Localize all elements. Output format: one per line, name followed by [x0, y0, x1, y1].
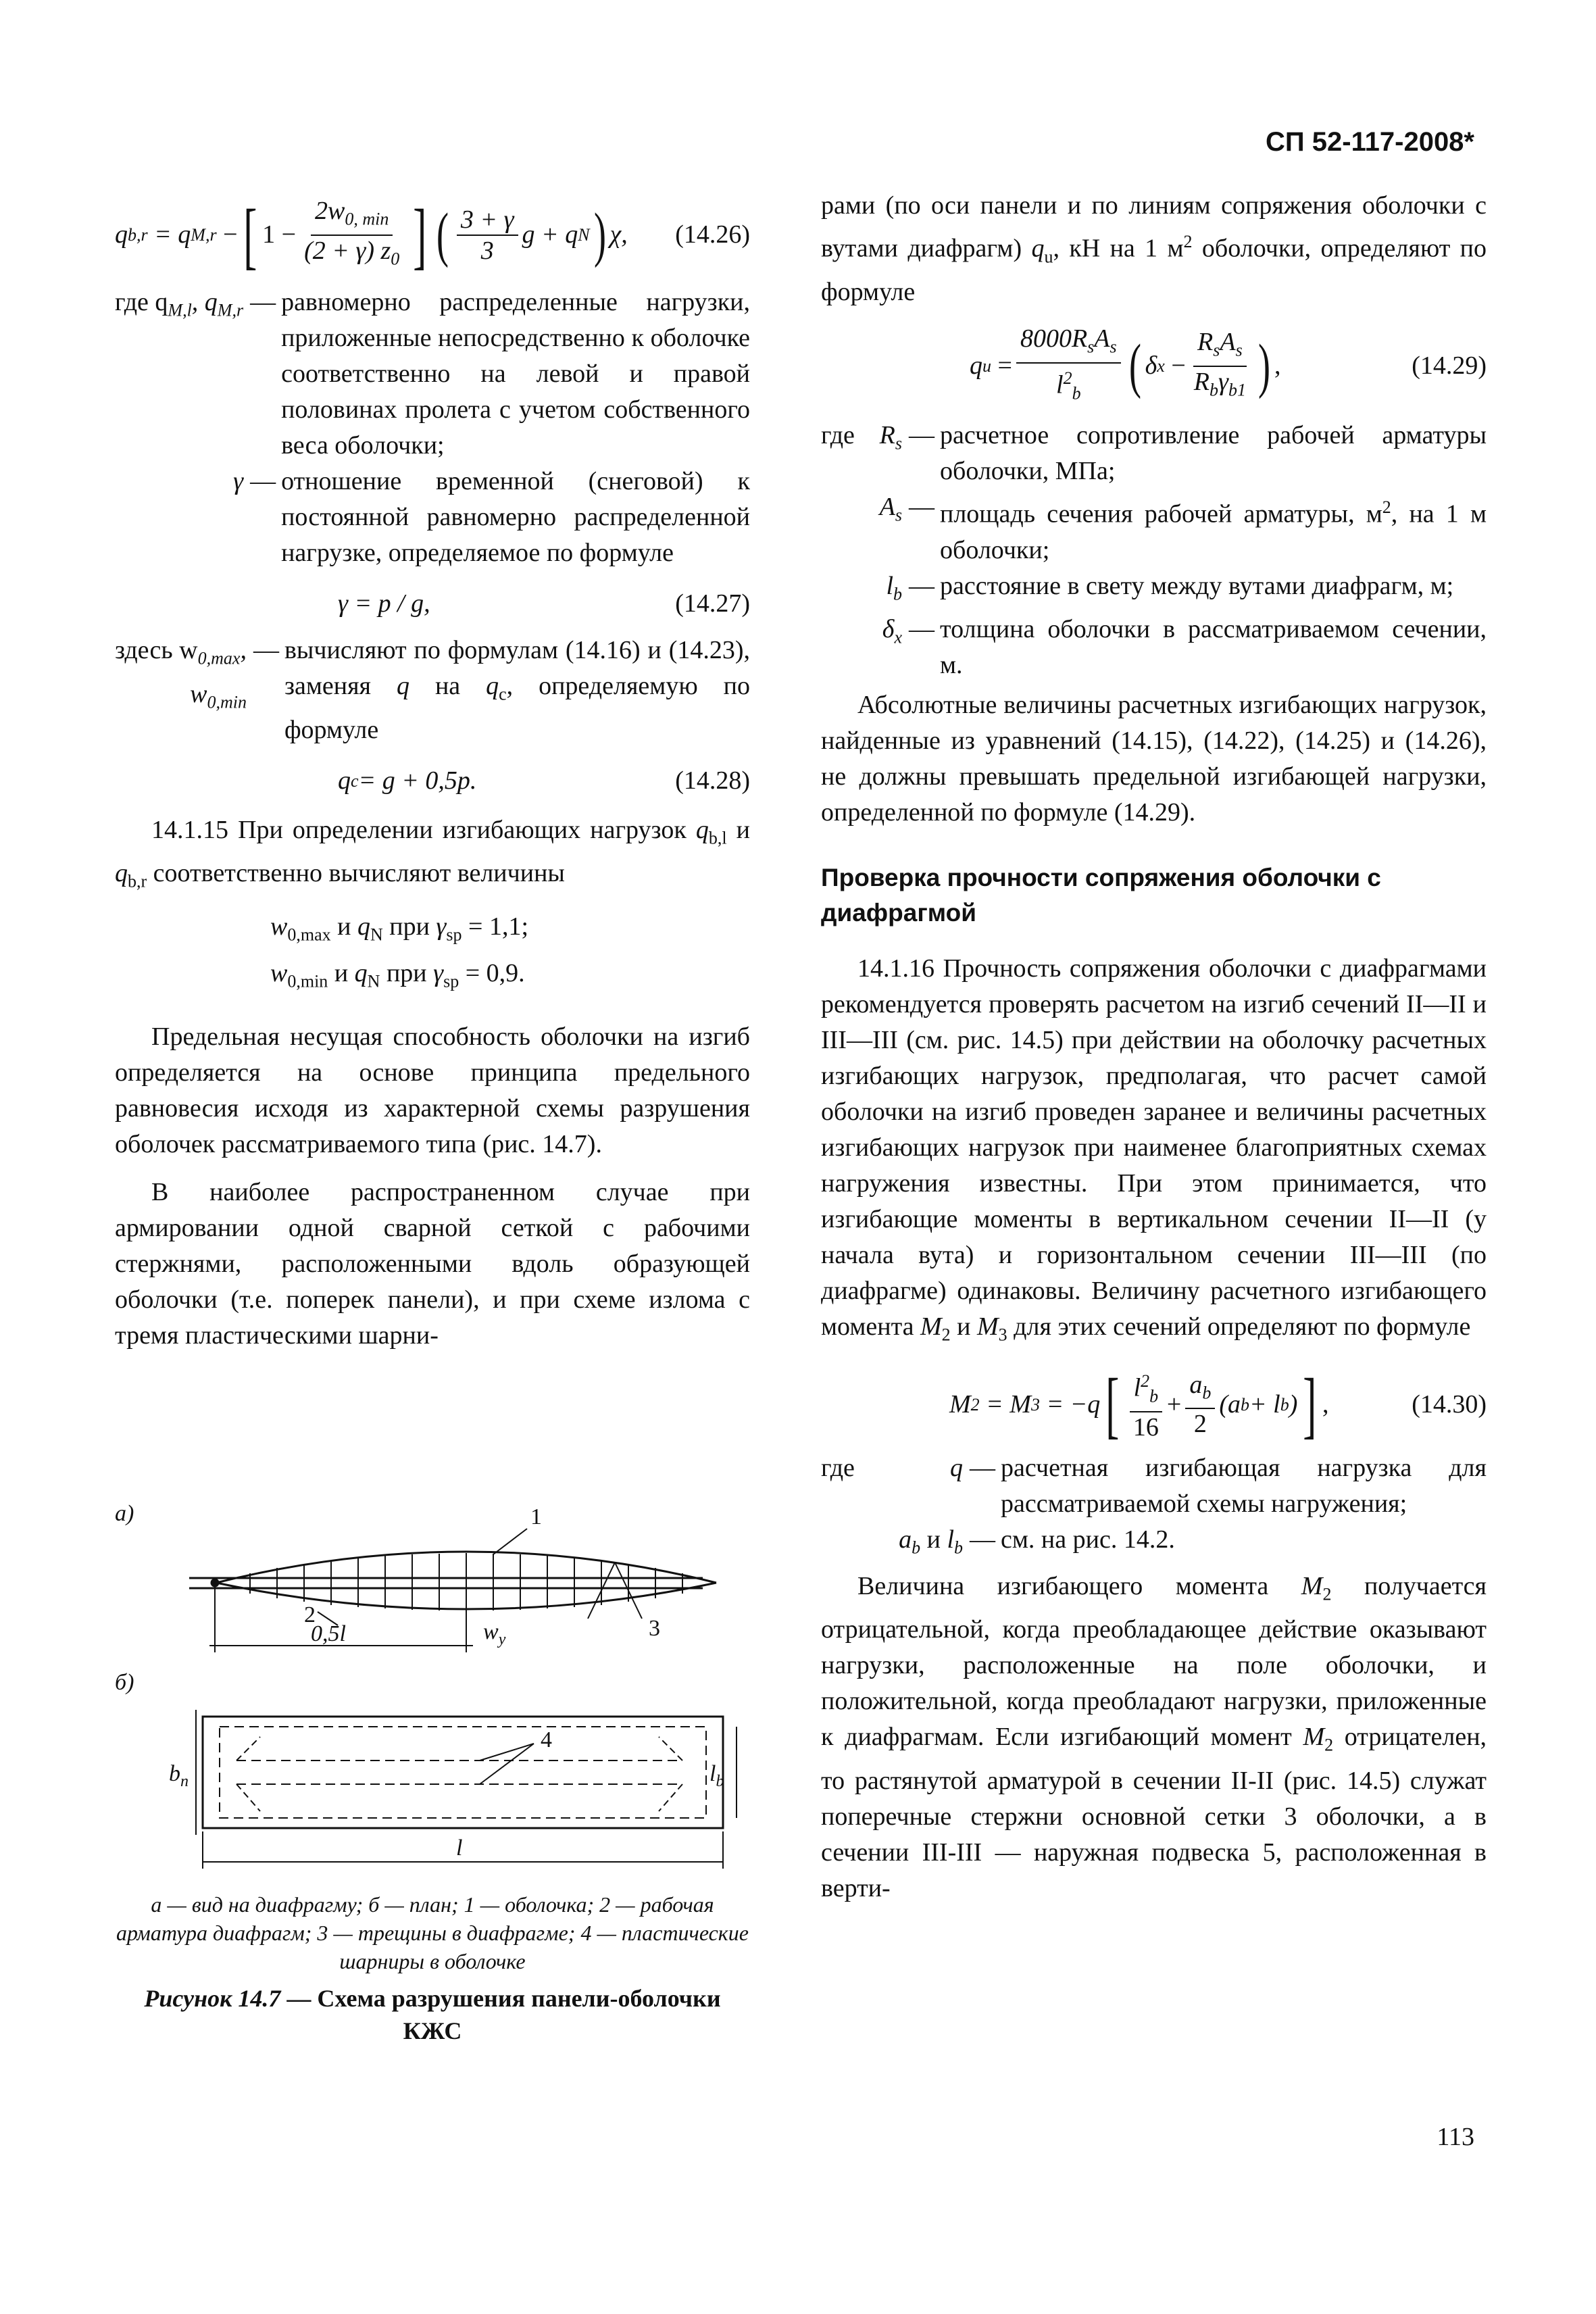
definitions-list-right-2: где q — расчетная изгибающая нагрузка для рассматриваемой схемы нагружения; $a_b$ и $l_b$ — см. на рис. 14.2.: [821, 1454, 1487, 1558]
equation-14-29: q u = $\frac{8000R_sA_s}{l^2_b}$ ( δ x − $\frac{R_sA_s}{R_b\gamma_{b1}}$ ) , (14.29): [970, 324, 1487, 403]
paragraph-continuation: рами (по оси панели и по линиям сопряжения оболочки с вутами диафрагм) $q_u$, кН на 1 $м^2$ оболочки, определяют по формуле: [821, 191, 1487, 307]
fraction-3-gamma: $\frac{3 + \gamma}{3}$: [457, 205, 518, 266]
definition-symbol: здесь $w_{0,max}$, $w_{0,min}$: [115, 636, 247, 712]
leader-4a: [480, 1744, 534, 1761]
panel-plan-inner: [220, 1727, 706, 1818]
figure-title: Рисунок 14.7 — Схема разрушения панели-оболочки КЖС: [144, 1985, 721, 2044]
label-3: 3: [649, 1616, 660, 1641]
section-title: Проверка прочности сопряжения оболочки с диафрагмой: [821, 864, 1381, 927]
leader-1: [493, 1529, 527, 1554]
page-number: 113: [1437, 2123, 1474, 2151]
label-1: 1: [530, 1504, 542, 1529]
paragraph-common-case: В наиболее распространенном случае при армировании одной сварной сеткой с рабочими стержнями, расположенными вдоль образующей оболочки (т.е. поперек панели), и при схеме излома с тремя пластическими шарни-: [115, 1178, 750, 1350]
paragraph-limit: Предельная несущая способность оболочки на изгиб определяется на основе принципа предельного равновесия исходя из характерной схемы разрушения оболочек рассматриваемого типа (рис. 14.7).: [115, 1023, 750, 1159]
dim-wy-label: $w_y$: [483, 1619, 506, 1648]
equation-14-30: M 2 = M 3 = −q [ $\frac{l^2_b}{16}$ + $\frac{a_b}{2}$ (a b + l b ) ] , (14.30): [949, 1363, 1487, 1446]
definition-symbol: γ: [233, 467, 244, 496]
paragraph-14-1-15: 14.1.15 При определении изгибающих нагрузок $q_{b,l}$ и $q_{b,r}$ соответственно вычисляют величины: [115, 815, 751, 891]
equation-number: (14.26): [675, 220, 750, 249]
label-a: а): [115, 1501, 134, 1526]
definitions-list-right: где $R_s$ — расчетное сопротивление рабочей арматуры оболочки, МПа; $A_s$ — площадь сечения рабочей арматуры, $м^2$, на 1 м оболочки; $l_b$ — расстояние в свету между вутами диафрагм, м; $\delta_x$ — толщина оболочки в рассматриваемом сечении, м.: [821, 421, 1487, 680]
definition-text: отношение временной (снеговой) к постоянной равномерно распределенной нагрузке, определяемое по формуле: [281, 467, 750, 568]
figure-caption: а — вид на диафрагму; б — план; 1 — оболочка; 2 — рабочая арматура диафрагм; 3 — трещины в диафрагме; 4 — пластические шарниры в оболочке: [116, 1892, 749, 1973]
document-code: СП 52-117-2008*: [1266, 127, 1474, 157]
dim-bn-label: $b_п$: [169, 1761, 189, 1790]
leader-4b: [480, 1744, 534, 1784]
definition-text: вычисляют по формулам (14.16) и (14.23), заменяя q на $q_c$, определяемую по формуле: [284, 636, 751, 744]
fraction-w0min: $\frac{2w_{0, min}}{(2 + \gamma) z_0}$: [304, 197, 400, 269]
definition-text: равномерно распределенные нагрузки, приложенные непосредственно к оболочке соответственно на левой и правой половинах пролета с учетом собственного веса оболочки;: [281, 288, 750, 460]
condition-1: $w_{0,max}$ и $q_N$ при $\gamma_{sp} = 1,1$;: [270, 912, 529, 945]
dim-lb-label: $l_b$: [709, 1761, 724, 1790]
condition-2: $w_{0,min}$ и $q_N$ при $\gamma_{sp} = 0,9$.: [270, 958, 525, 991]
dim-half-label: 0,5l: [311, 1621, 346, 1646]
left-bracket: [: [243, 193, 257, 276]
panel-plan-outline: [203, 1717, 723, 1828]
paragraph-absolute-values: Абсолютные величины расчетных изгибающих нагрузок, найденные из уравнений (14.15), (14.22), (14.25) и (14.26), не должны превышать предельной изгибающей нагрузки, определенной по формуле (14.29).: [821, 691, 1487, 827]
figure-14-7: [115, 1494, 750, 2047]
definitions-list-2: здесь $w_{0,max}$, $w_{0,min}$ — вычисляют по формулам (14.16) и (14.23), заменяя q на $q_c$, определяемую по формуле: [115, 633, 750, 748]
left-column: [115, 176, 750, 1354]
label-b: б): [115, 1670, 134, 1695]
equation-14-28: q c = g + 0,5p. (14.28): [338, 766, 750, 795]
label-4: 4: [541, 1727, 552, 1752]
figure-14-7-drawing: [115, 1494, 750, 1879]
paragraph-14-1-16: 14.1.16 Прочность сопряжения оболочки с диафрагмами рекомендуется проверять расчетом на изгиб сечений II—II и III—III (см. рис. 14.5) при действии на оболочку расчетных изгибающих нагрузок, предполагая, что расчет самой оболочки на изгиб проведен заранее и величины расчетных изгибающих нагрузок при наименее благоприятных схемах нагружения известны. При этом принимается, что изгибающие моменты в вертикальном сечении II—II (у начала вута) и горизонтальном сечении III—III (по диафрагме) одинаковы. Величину расчетного изгибающего момента $M_2$ и $M_3$ для этих сечений определяют по формуле: [821, 954, 1487, 1345]
dim-l-label: l: [456, 1836, 463, 1861]
paragraph-moment-sign: Величина изгибающего момента $M_2$ получается отрицательной, когда преобладающее действие оказывают нагрузки, расположенные на поле оболочки, и положительной, когда преобладают нагрузки, приложенные к диафрагмам. Если изгибающий момент $M_2$ отрицателен, то растянутой арматурой в сечении II-II (рис. 14.5) служат поперечные стержни основной сетки 3 оболочки, а в сечении III-III — наружная подвеска 5, расположенная в верти-: [821, 1571, 1487, 1902]
definitions-list: где $q_{M,l}$, $q_{M,r}$ — равномерно распределенные нагрузки, приложенные непосредственно к оболочке соответственно на левой и правой половинах пролета с учетом собственного веса оболочки; γ — отношение временной (снеговой) к постоянной равномерно распределенной нагрузке, определяемое по формуле: [115, 285, 750, 571]
equation-14-26: q b,r = q M,r − [ 1 − $\frac{2w_{0, min}}{(2 + \gamma) z_0}$ ] ( $\frac{3 + \gamma}{3}$ g + q N ) χ, (14.26): [115, 193, 750, 276]
definition-symbol: где $q_{M,l}$, $q_{M,r}$: [115, 288, 244, 320]
label-2: 2: [304, 1602, 316, 1627]
equation-14-27: γ = p / g, (14.27): [338, 589, 750, 618]
right-column: [821, 188, 1487, 1906]
